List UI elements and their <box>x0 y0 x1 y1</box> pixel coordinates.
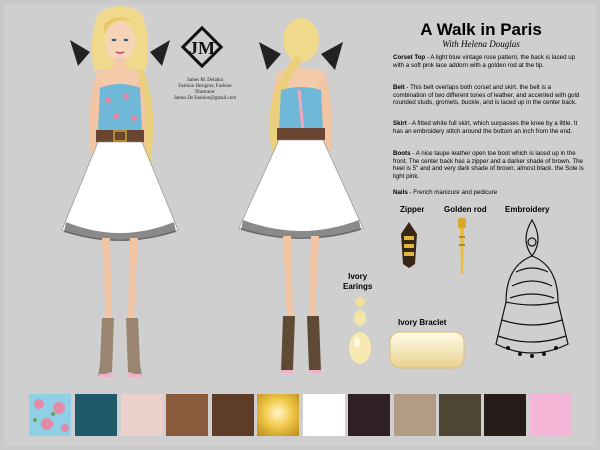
swatch-dark-brown <box>212 394 254 436</box>
swatch-light-pink <box>121 394 163 436</box>
swatch-white <box>303 394 345 436</box>
figure-front-view <box>50 0 190 395</box>
designer-logo <box>177 22 227 72</box>
desc-corset: Corset Top - A light blue vintage rose pattern, the back is laced up with a soft pink lace addorn with a golden rod at the tip. <box>393 54 576 69</box>
swatch-olive-brown <box>439 394 481 436</box>
desc-nails: Nails - French manicure and pedicure <box>393 189 498 196</box>
ivory-braclet-illustration <box>388 330 466 370</box>
swatch-pink <box>530 394 572 436</box>
collection-subtitle: With Helena Douglas <box>442 39 520 49</box>
swatch-near-black <box>484 394 526 436</box>
swatch-floral <box>29 394 71 436</box>
swatch-light-brown <box>166 394 208 436</box>
embroidery-illustration <box>488 216 576 364</box>
zipper-illustration <box>397 220 421 270</box>
svg-text:JM: JM <box>189 38 215 58</box>
golden-rod-illustration <box>454 218 470 276</box>
swatch-taupe <box>394 394 436 436</box>
swatch-teal <box>75 394 117 436</box>
swatch-aubergine <box>348 394 390 436</box>
label-ivory-earings: Ivory Earings <box>343 272 373 291</box>
desc-belt: Belt - This belt overlaps both corset and skirt. the belt is a combination of two different tones of leather, and accented with gold rounded studs, gromets, buckle, and is laced up in the center back. <box>393 84 580 107</box>
ivory-earings-illustration <box>345 296 375 368</box>
label-embroidery: Embroidery <box>505 205 550 214</box>
designer-credit <box>170 78 240 102</box>
label-golden-rod: Golden rod <box>444 205 487 214</box>
desc-skirt: Skirt - A fitted white full skirt, which surpasses the knee by a little. It has an embroidery stitch around the bottom an inch from the end. <box>393 120 578 135</box>
designer-name: James M. Delahni <box>186 78 224 83</box>
desc-boots: Boots - A nice taupe leather open toe boot which is laced up in the front. The center back has a zipper and a darker shade of brown. The heel is 5" and and very dark shade of brown, almost black. the Sole is light pink. <box>393 150 584 180</box>
designer-email: James.De.Fashion@gmail.com <box>173 96 237 101</box>
label-ivory-braclet: Ivory Braclet <box>398 318 447 327</box>
label-zipper: Zipper <box>400 205 425 214</box>
collection-title: A Walk in Paris <box>420 20 542 39</box>
swatch-gold <box>257 394 299 436</box>
designer-role: Fashion Designer, Fashion Illustrator <box>178 84 232 95</box>
